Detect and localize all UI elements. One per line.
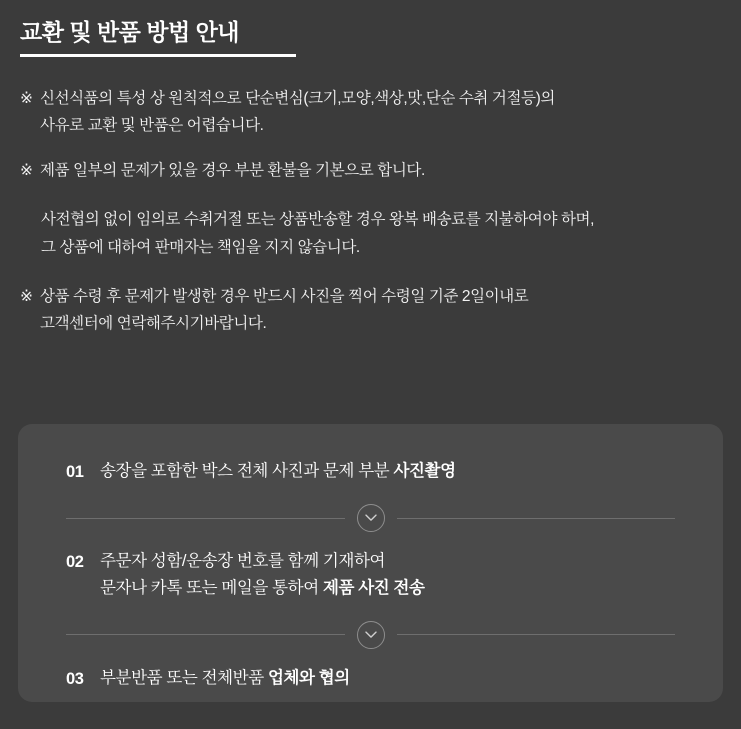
policy-notes — [18, 85, 723, 337]
step-text-line2 — [100, 575, 675, 602]
note-line: 신선식품의 특성 상 원칙적으로 단순변심(크기,모양,색상,맛,단순 수취 거절등)의 — [40, 90, 555, 107]
policy-note — [20, 85, 723, 139]
note-body — [40, 157, 723, 184]
step-text-normal: 부분반품 또는 전체반품 — [100, 668, 268, 687]
step-text-emphasis: 업체와 협의 — [267, 668, 350, 687]
step-item — [66, 665, 675, 693]
divider-rule-left — [66, 518, 345, 519]
divider-rule-left — [66, 634, 345, 635]
step-number: 03 — [66, 669, 84, 688]
step-divider — [66, 504, 675, 532]
step-item — [66, 548, 675, 602]
note-body — [40, 283, 723, 337]
step-text-emphasis: 사진촬영 — [393, 462, 456, 480]
note-line: 사전협의 없이 임의로 수취거절 또는 상품반송할 경우 왕복 배송료를 지불하여야 하며, — [41, 211, 595, 229]
note-line: 상품 수령 후 문제가 발생한 경우 반드시 사진을 찍어 수령일 기준 2일이내로 — [40, 287, 529, 305]
chevron-down-icon — [357, 504, 385, 532]
step-text-emphasis: 제품 사진 전송 — [322, 579, 425, 598]
step-text — [100, 458, 675, 485]
policy-note — [20, 206, 723, 260]
policy-note — [20, 283, 723, 337]
divider-rule-right — [397, 518, 676, 519]
note-body — [40, 206, 723, 260]
note-line: 사유로 교환 및 반품은 어렵습니다. — [40, 117, 264, 135]
title-underline — [20, 54, 296, 57]
note-line: 제품 일부의 문제가 있을 경우 부분 환불을 기본으로 합니다. — [40, 162, 425, 180]
step-divider — [66, 621, 675, 649]
policy-note — [20, 157, 723, 184]
step-text-normal: 문자나 카톡 또는 메일을 통하여 — [100, 579, 323, 598]
divider-rule-right — [397, 634, 676, 635]
page-title: 교환 및 반품 방법 안내 — [20, 19, 240, 45]
note-body — [40, 85, 723, 139]
step-text-normal: 주문자 성함/운송장 번호를 함께 기재하여 — [100, 552, 386, 571]
steps-card — [18, 424, 723, 702]
note-line: 그 상품에 대하여 판매자는 책임을 지지 않습니다. — [41, 238, 360, 256]
note-mark: ※ — [20, 162, 33, 180]
note-line: 고객센터에 연락해주시기바랍니다. — [40, 314, 267, 332]
step-text-normal: 송장을 포함한 박스 전체 사진과 문제 부분 — [100, 462, 394, 480]
note-mark: ※ — [20, 287, 33, 305]
note-mark: ※ — [20, 90, 33, 107]
step-text — [100, 548, 675, 602]
chevron-down-icon — [357, 621, 385, 649]
step-number: 01 — [66, 463, 84, 481]
step-number: 02 — [66, 553, 84, 572]
step-text — [100, 665, 675, 692]
step-item — [66, 458, 675, 486]
